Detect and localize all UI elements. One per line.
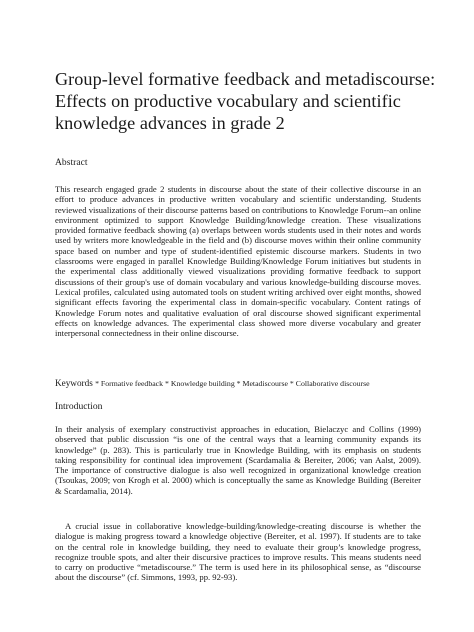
paper-title: Group-level formative feedback and metadiscourse: Effects on productive vocabulary and scientific knowledge advances in grade 2 bbox=[55, 69, 436, 133]
keywords-label: Keywords bbox=[55, 378, 93, 388]
abstract-heading: Abstract bbox=[55, 157, 88, 168]
abstract-text: This research engaged grade 2 students in discourse about the state of their collective discourse in an effort to produce advances in productive written vocabulary and scientific understanding. Students reviewed visualizations of their discourse patterns based on contributions to Knowledge Forum--an online environment optimized to support Knowledge Building/knowledge creation. These visualizations provided formative feedback showing (a) overlaps between words students used in their notes and words used by writers more knowledgeable in the field and (b) discourse moves within their online community space based on number and type of student-identified epistemic discourse markers. Students in two classrooms were engaged in parallel Knowledge Building/Knowledge Forum initiatives but students in the experimental class additionally viewed visualizations providing formative feedback to support discussions of their group's use of domain vocabulary and various knowledge-building discourse moves. Lexical profiles, calculated using automated tools on student writing archived over eight months, showed significant effects favoring the experimental class in domain-specific vocabulary. Content ratings of Knowledge Forum notes and qualitative evaluation of oral discourse showed significant experimental effects on knowledge advances. The experimental class showed more diverse vocabulary and greater interpersonal connectedness in their online discourse. bbox=[55, 184, 421, 339]
keywords-items: * Formative feedback * Knowledge building * Metadiscourse * Collaborative discourse bbox=[95, 379, 370, 388]
keywords-line bbox=[55, 377, 421, 390]
introduction-heading: Introduction bbox=[55, 401, 103, 412]
intro-paragraph-2: A crucial issue in collaborative knowledge-building/knowledge-creating discourse is whether the dialogue is making progress toward a knowledge objective (Bereiter, et al. 1997). If students are to take on the central role in knowledge building, they need to evaluate their group’s knowledge progress, recognize trouble spots, and alter their discursive practices to improve results. This means students need to carry on productive “metadiscourse.” The term is used here in its philosophical sense, as “discourse about the discourse” (cf. Simmons, 1993, pp. 92-93). bbox=[55, 521, 421, 583]
intro-paragraph-1: In their analysis of exemplary constructivist approaches in education, Bielaczyc and Collins (1999) observed that public discussion “is one of the central ways that a learning community expands its knowledge” (p. 283). This is particularly true in Knowledge Building, with its emphasis on students taking responsibility for continual idea improvement (Scardamalia & Bereiter, 2006; van Aalst, 2009). The importance of constructive dialogue is also well recognized in organizational knowledge creation (Tsoukas, 2009; von Krogh et al. 2000) which is conceptually the same as Knowledge Building (Bereiter & Scardamalia, 2014). bbox=[55, 424, 421, 496]
